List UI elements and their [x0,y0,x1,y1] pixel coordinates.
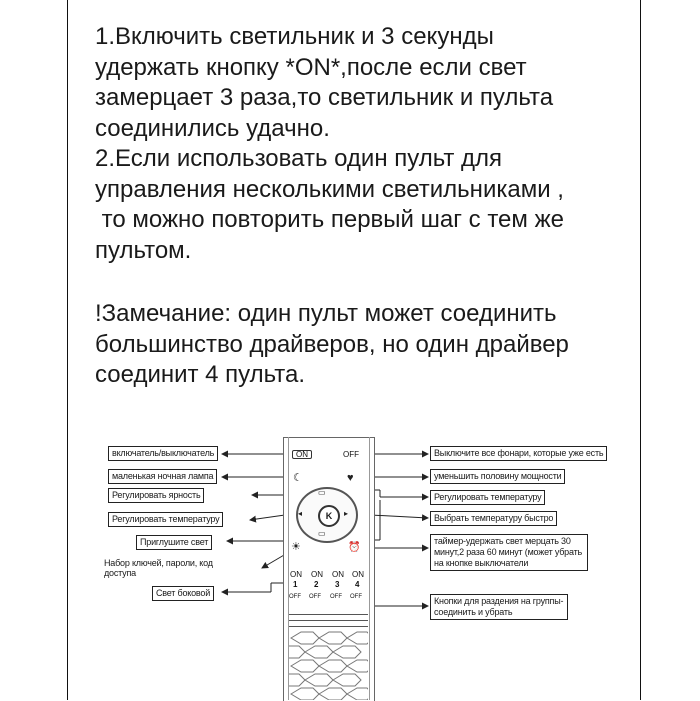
label-on-off: включатель/выключатель [108,446,218,461]
zone-1-off[interactable]: OFF [289,594,301,600]
zone-1-number: 1 [293,580,298,589]
remote-stripe [289,626,368,627]
zone-1-on[interactable]: ON [290,570,302,579]
sun-icon[interactable]: ☀ [291,541,301,553]
label-all-off: Выключите все фонари, которые уже есть [430,446,607,461]
zone-3-off[interactable]: OFF [330,594,342,600]
off-button[interactable]: OFF [343,450,359,459]
zone-2-off[interactable]: OFF [309,594,321,600]
label-temperature-right: Регулировать температуру [430,490,545,505]
label-groups: Кнопки для раздения на группы-соединить и убрать [430,594,568,620]
instruction-note: !Замечание: один пульт может соединить большинство драйверов, но один драйвер соединит 4 пульта. [95,300,569,388]
label-half-power: уменьшить половину мощности [430,469,565,484]
instruction-step-1: 1.Включить светильник и 3 секунды удержать кнопку *ON*,после если свет замерцает 3 раза,то светильник и пульта соединились удачно. [95,23,554,142]
label-key-set: Набор ключей, пароли, код доступа [104,558,213,578]
brightness-down-icon[interactable]: ▭ [318,529,326,538]
bulb-half-icon[interactable]: ♥ [347,472,354,484]
temp-cool-icon[interactable]: ▸ [344,509,349,518]
zone-3-number: 3 [335,580,340,589]
instruction-step-2: 2.Если использовать один пульт для управления несколькими светильниками , то можно повторить первый шаг с тем же пультом. [95,145,564,264]
zone-4-off[interactable]: OFF [350,594,362,600]
remote-stripe [289,620,368,621]
moon-icon[interactable]: ☾ [293,472,303,484]
label-temperature-left: Регулировать температуру [108,512,223,527]
label-dim: Приглушите свет [136,535,212,550]
brightness-up-icon[interactable]: ▭ [318,488,326,497]
label-night-lamp: маленькая ночная лампа [108,469,217,484]
label-temp-fast: Выбрать температуру быстро [430,511,557,526]
temp-warm-icon[interactable]: ◂ [298,509,303,518]
on-button[interactable]: ON [296,450,308,459]
timer-clock-icon[interactable]: ⏰ [348,542,361,553]
label-timer: таймер-удержать свет мерцать 30 минут,2 раза 60 минут (может убрать на кнопке выключатели [430,534,588,571]
zone-4-on[interactable]: ON [352,570,364,579]
k-button[interactable]: K [318,505,340,527]
label-brightness: Регулировать ярность [108,488,204,503]
remote-stripe [289,614,368,615]
zone-3-on[interactable]: ON [332,570,344,579]
remote-hex-texture [289,630,368,700]
zone-2-number: 2 [314,580,319,589]
zone-2-on[interactable]: ON [311,570,323,579]
zone-4-number: 4 [355,580,360,589]
label-side-light: Свет боковой [152,586,214,601]
